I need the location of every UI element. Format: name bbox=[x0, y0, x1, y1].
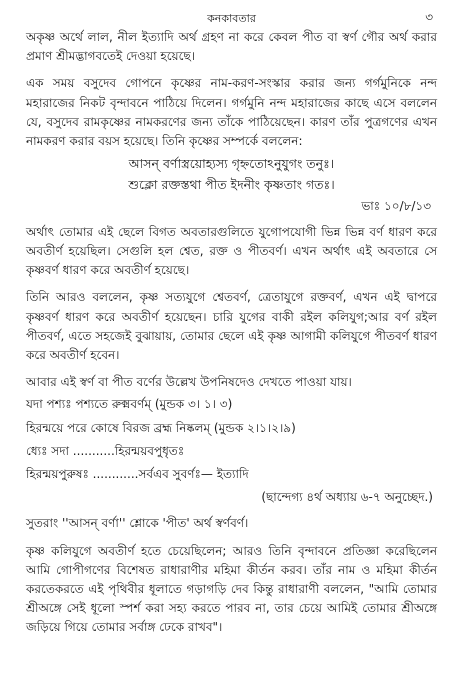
paragraph-2: এক সময় বসুদেব গোপনে কৃষ্ণের নাম-করণ-সংস্কার করার জন্য গর্গমুনিকে নন্দ মহারাজের নিকট বৃন্দাবনে পাঠিয়ে দিলেন। গর্গমুনি নন্দ মহারাজের কাছে এসে বললেন যে, বসুদেব রামকৃষ্ণের নামকরণের জন্য তাঁকে পাঠিয়েছেন। কারণ তাঁর পুত্রগণের এখন নামকরণ করার বয়স হয়েছে। তিনি কৃষ্ণের সম্পর্কে বললেন: bbox=[26, 76, 437, 149]
verse-line-1: আসন্‌ বর্ণাস্ত্রয়োহ্যস্য গৃহ্নতোঽনুযুগং তনুঃ। bbox=[128, 156, 335, 172]
paragraph-5: আবার এই স্বর্ণ বা পীত বর্ণের উল্লেখ উপনিষদেও দেখতে পাওয়া যায়। bbox=[26, 375, 352, 390]
page-number: ৩ bbox=[425, 10, 433, 24]
paragraph-1: অকৃষ্ণ অর্থে লাল, নীল ইত্যাদি অর্থ গ্রহণ না করে কেবল পীত বা স্বর্ণ গৌর অর্থ করার প্রমাণ শ্রীমদ্ভাগবতেই দেওয়া হয়েছে। bbox=[26, 30, 437, 64]
verse-reference: ভাঃ ১০/৮/১৩ bbox=[361, 198, 431, 213]
upanishad-quote-3: ধ্যেঃ সদা ...........হিরন্ময়বপুধৃতঃ bbox=[26, 443, 185, 458]
upanishad-quote-2: হিরন্ময়ে পরে কোষে বিরজ ব্রহ্ম নিষ্কলম্‌ (মুন্ডক ২।১।২।৯) bbox=[26, 420, 296, 435]
paragraph-3: অর্থাৎ তোমার এই ছেলে বিগত অবতারগুলিতে যুগোপযোগী ভিন্ন ভিন্ন বর্ণ ধারণ করে অবতীর্ণ হয়েছিল। সেগুলি হল শ্বেত, রক্ত ও পীতবর্ণ। এখন অর্থাৎ এই অবতারে সে কৃষ্ণবর্ণ ধারণ করে অবতীর্ণ হয়েছে। bbox=[26, 224, 437, 278]
upanishad-citation: (ছান্দেগ্য ৪র্থ অধ্যায় ৬-৭ অনুচ্ছেদ.) bbox=[261, 490, 433, 505]
paragraph-7: কৃষ্ণ কলিযুগে অবতীর্ণ হতে চেয়েছিলেন; আরও তিনি বৃন্দাবনে প্রতিজ্ঞা করেছিলেন আমি গোপীগণের বিশেষত রাধারাণীর মহিমা কীর্তন করব। তাঁর নাম ও মহিমা কীর্তন করতেকরতে এই পৃথিবীর ধূলাতে গড়াগড়ি দেব কিন্তু রাধারাণী বললেন, "আমি তোমার শ্রীঅঙ্গে সেই ধূলো স্পর্শ করা সহ্য করতে পারব না, তার চেয়ে আমিই তোমার শ্রীঅঙ্গে জড়িয়ে গিয়ে তোমার সর্বাঙ্গ ঢেকে রাখব"। bbox=[26, 543, 437, 635]
paragraph-4: তিনি আরও বললেন, কৃষ্ণ সত্যযুগে শ্বেতবর্ণ, ত্রেতাযুগে রক্তবর্ণ, এখন এই দ্বাপরে কৃষ্ণবর্ণ ধারণ করে অবতীর্ণ হয়েছেন। চারি যুগের বাকী রইল কলিযুগ;আর বর্ণ রইল পীতবর্ণ, এতে সহজেই বুঝায়ায়, তোমার ছেলে এই কৃষ্ণ আগামী কলিযুগে পীতবর্ণ ধারণ করে অবতীর্ণ হবেন। bbox=[26, 290, 437, 363]
page-header bbox=[26, 6, 437, 28]
upanishad-quote-4: হিরন্ময়পুরুষঃ ............সর্বএব সুবর্ণঃ— ইত্যাদি bbox=[26, 467, 249, 482]
paragraph-6: সুতরাং ''আসন্‌ বর্ণা'' শ্লোকে 'পীত' অর্থ স্বর্ণবর্ণ। bbox=[26, 516, 249, 531]
running-title: কনকাবতার bbox=[207, 12, 256, 25]
upanishad-quote-1: যদা পশ্যঃ পশ্যতে রুক্মবর্ণম্‌ (মুন্ডক ৩। ১। ৩) bbox=[26, 397, 233, 412]
page-body bbox=[26, 28, 437, 638]
verse-line-2: শুক্লো রক্তস্তথা পীত ইদনীং কৃষ্ণতাং গতঃ। bbox=[128, 177, 335, 193]
